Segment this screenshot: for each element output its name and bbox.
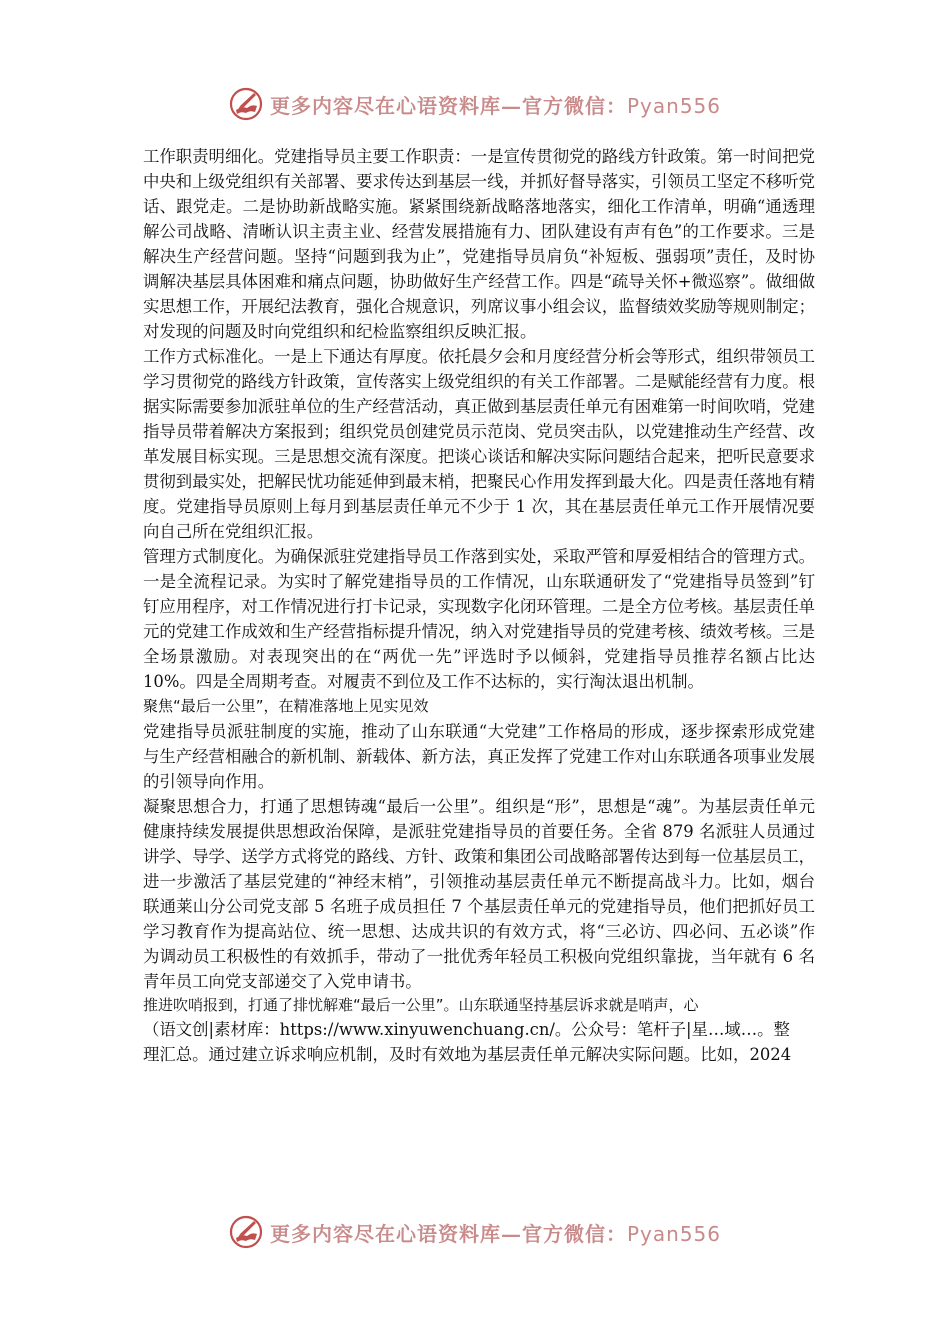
paragraph-management: 管理方式制度化。为确保派驻党建指导员工作落到实处，采取严管和厚爱相结合的管理方式。一是全流程记录。为实时了解党建指导员的工作情况，山东联通研发了“党建指导员签到”钉钉应用程序，对工作情况进行打卡记录，实现数字化闭环管理。二是全方位考核。基层责任单元的党建工作成效和生产经营指标提升情况，纳入对党建指导员的党建考核、绩效考核。三是全场景激励。对表现突出的在“两优一先”评选时予以倾斜，党建指导员推荐名额占比达 10%。四是全周期考查。对履责不到位及工作不达标的，实行淘汰退出机制。 <box>143 547 816 691</box>
footer-banner <box>228 1214 728 1250</box>
banner-text <box>270 90 721 119</box>
section-heading: 聚焦“最后一公里”，在精准落地上见实见效 <box>143 697 429 715</box>
watermark-line-1: （语文创|素材库：https://www.xinyuwenchuang.cn/。公众号：笔杆子|星…域…。整 <box>143 1020 790 1039</box>
banner-wechat-id: Pyan556 <box>627 93 722 118</box>
paragraph-ideology: 凝聚思想合力，打通了思想铸魂“最后一公里”。组织是“形”，思想是“魂”。为基层责任单元健康持续发展提供思想政治保障，是派驻党建指导员的首要任务。全省 879 名派驻人员通过讲学、导学、送学方式将党的路线、方针、政策和集团公司战略部署传达到每一位基层员工，进一步激活了基层党建的“神经末梢”，引领推动基层责任单元不断提高战斗力。比如，烟台联通莱山分公司党支部 5 名班子成员担任 7 个基层责任单元的党建指导员，他们把抓好员工学习教育作为提高站位、统一思想、达成共识的有效方式，将“三必访、四必问、五必谈”作为调动员工积极性的有效抓手，带动了一批优秀年轻员工积极向党组织靠拢，当年就有 6 名青年员工向党支部递交了入党申请书。 <box>143 797 816 991</box>
banner-text <box>270 1218 721 1247</box>
paragraph-methods: 工作方式标准化。一是上下通达有厚度。依托晨夕会和月度经营分析会等形式，组织带领员工学习贯彻党的路线方针政策，宣传落实上级党组织的有关工作部署。二是赋能经营有力度。根据实际需要参加派驻单位的生产经营活动，真正做到基层责任单元有困难第一时间吹哨，党建指导员带着解决方案报到；组织党员创建党员示范岗、党员突击队，以党建推动生产经营、改革发展目标实现。三是思想交流有深度。把谈心谈话和解决实际问题结合起来，把听民意要求贯彻到最实处，把解民忧功能延伸到最末梢，把聚民心作用发挥到最大化。四是责任落地有精度。党建指导员原则上每月到基层责任单元不少于 1 次，其在基层责任单元工作开展情况要向自己所在党组织汇报。 <box>143 347 816 541</box>
paragraph-whistle: 推进吹哨报到，打通了排忧解难“最后一公里”。山东联通坚持基层诉求就是哨声，心 <box>143 996 699 1014</box>
banner-wechat-id: Pyan556 <box>627 1221 722 1246</box>
banner-label: 更多内容尽在心语资料库—官方微信： <box>270 1221 627 1246</box>
header-banner <box>228 86 728 122</box>
quill-book-logo-icon <box>228 86 264 122</box>
quill-book-logo-icon <box>228 1214 264 1250</box>
banner-label: 更多内容尽在心语资料库—官方微信： <box>270 93 627 118</box>
watermark-line-2: 理汇总。通过建立诉求响应机制，及时有效地为基层责任单元解决实际问题。比如，2024 <box>143 1045 792 1064</box>
article-body <box>143 144 815 1067</box>
paragraph-duties: 工作职责明细化。党建指导员主要工作职责：一是宣传贯彻党的路线方针政策。第一时间把党中央和上级党组织有关部署、要求传达到基层一线，并抓好督导落实，引领员工坚定不移听党话、跟党走。二是协助新战略实施。紧紧围绕新战略落地落实，细化工作清单，明确“通透理解公司战略、清晰认识主责主业、经营发展措施有力、团队建设有声有色”的工作要求。三是解决生产经营问题。坚持“问题到我为止”，党建指导员肩负“补短板、强弱项”责任，及时协调解决基层具体困难和痛点问题，协助做好生产经营工作。四是“疏导关怀+微巡察”。做细做实思想工作，开展纪法教育，强化合规意识，列席议事小组会议，监督绩效奖励等规则制定；对发现的问题及时向党组织和纪检监察组织反映汇报。 <box>143 147 816 341</box>
paragraph-implementation: 党建指导员派驻制度的实施，推动了山东联通“大党建”工作格局的形成，逐步探索形成党建与生产经营相融合的新机制、新载体、新方法，真正发挥了党建工作对山东联通各项事业发展的引领导向作用。 <box>143 722 816 791</box>
